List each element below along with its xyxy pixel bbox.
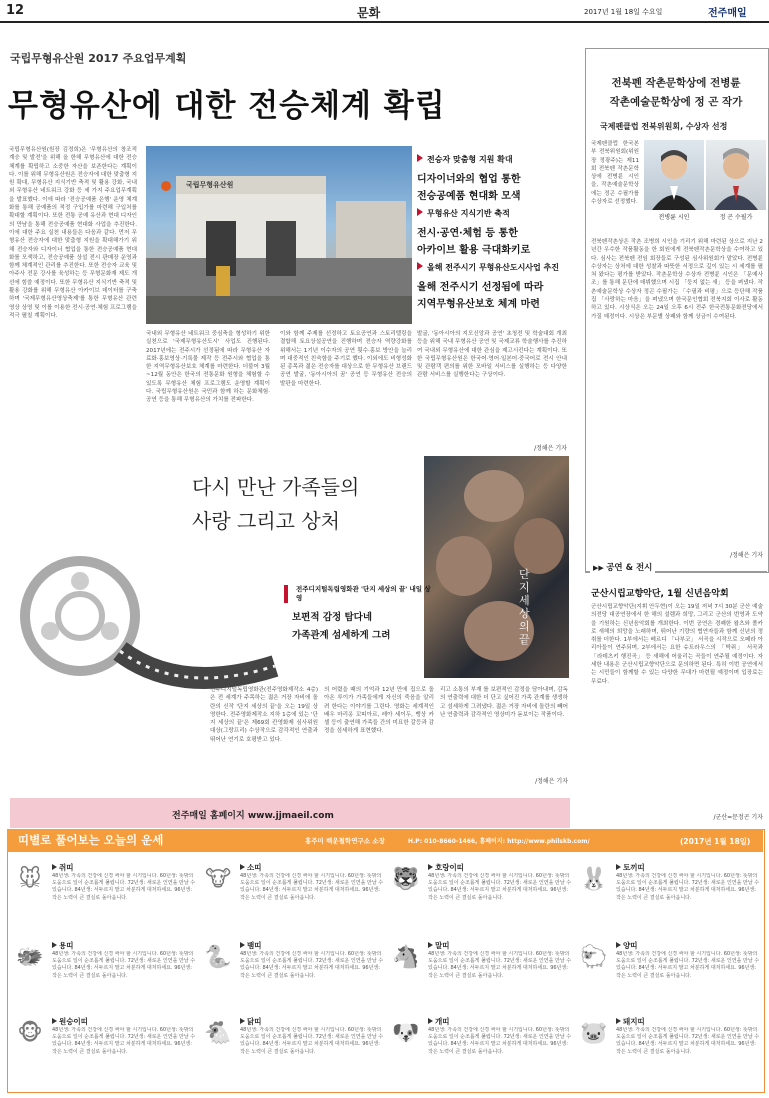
sheep-icon: 🐑 <box>580 945 608 970</box>
horse-icon: 🐴 <box>392 945 420 970</box>
fortune-cell <box>576 1016 762 1092</box>
award-headline-line2: 작촌예술문학상에 정 곤 작가 <box>609 96 743 108</box>
monkey-icon: 🐵 <box>17 1021 43 1046</box>
fortune-cell <box>12 862 198 938</box>
article-body-col2: 국내외 무형유산 네트워크 중심축을 형성하기 위한 실천으로 '국제무형유산도시' 사업도 진행된다. 2017년에는 전주시가 선정됨에 따라 무형유산 자료화·홍보영상·기록물 제작 등 전주시와 협업을 통한 지역무형유산보호 체계를 마련한다. 더불어 3월~12월 동안은 한국의 전통문화 원형을 체험할 수 있도록 무형유산 체험 프로그램도 운영할 계획이다. 국립무형유산원은 국민과 함께 하는 문화체험·공연 등을 통해 무형유산의 가치를 전파한다. <box>146 331 270 404</box>
film-body-col2: 의 어렸을 때의 기억과 12년 만에 집으로 돌아온 루이가 가족들에게 자신의 죽음을 알리려 한다는 이야기를 그린다. 영화는 세계적인 배우 마리옹 꼬띠아르, 레아 세이두, 뱅상 카셀 등이 출연해 가족들 간의 미묘한 갈등과 감정을 섬세하게 표현했다. <box>324 687 434 735</box>
section-title: 문화 <box>357 6 381 20</box>
zodiac-fortune-text: 48년생: 가족의 건강에 신경 써야 할 시기입니다. 60년생: 뜻밖의 도움으로 일이 순조롭게 풀립니다. 72년생: 새로운 인연을 만날 수 있습니다. 84년생: 서두르지 말고 차분하게 대처하세요. 96년생: 작은 노력이 큰 결실로 돌아옵니다. <box>52 1027 196 1055</box>
zodiac-fortune-text: 48년생: 가족의 건강에 신경 써야 할 시기입니다. 60년생: 뜻밖의 도움으로 일이 순조롭게 풀립니다. 72년생: 새로운 인연을 만날 수 있습니다. 84년생: 서두르지 말고 차분하게 대처하세요. 96년생: 작은 노력이 큰 결실로 돌아옵니다. <box>428 1027 572 1055</box>
ox-icon: 🐮 <box>204 867 232 892</box>
zodiac-name: 양띠 <box>616 940 638 951</box>
film-headline-line2: 사랑 그리고 상처 <box>192 509 340 533</box>
article-byline: /정해은 기자 <box>534 445 567 452</box>
subhead-2-line2: 아카이브 활용 극대화키로 <box>417 245 531 256</box>
fortune-cell <box>388 940 574 1016</box>
subhead-1-line2: 전승공예품 현대화 모색 <box>417 191 521 202</box>
events-byline: /군산=문정곤 기자 <box>713 814 763 821</box>
award-intro: 국제펜클럽 한국본부 전북위원회(위원장 정광주)는 제11회 전북펜 작촌문학상에 전병륜 시인을, 작촌예술문학상에는 정곤 수필가를 수상자로 선정했다. <box>591 141 639 206</box>
paper-name: 전주매일 <box>708 8 747 19</box>
zodiac-name: 말띠 <box>428 940 450 951</box>
fortune-cell <box>12 940 198 1016</box>
zodiac-name: 토끼띠 <box>616 862 645 873</box>
zodiac-fortune-text: 48년생: 가족의 건강에 신경 써야 할 시기입니다. 60년생: 뜻밖의 도움으로 일이 순조롭게 풀립니다. 72년생: 새로운 인연을 만날 수 있습니다. 84년생: 서두르지 말고 차분하게 대처하세요. 96년생: 작은 노력이 큰 결실로 돌아옵니다. <box>428 873 572 901</box>
dog-icon: 🐶 <box>392 1021 420 1046</box>
film-subhead-line2: 가족관계 섬세하게 그려 <box>292 630 391 641</box>
subhead-1-line1: 디자이너와의 협업 통한 <box>417 174 521 185</box>
issue-date: 2017년 1월 18일 수요일 <box>584 8 663 16</box>
film-body-col1: 전주디지털독립영화관(전주영화제작소 4층)은 전 세계가 주목하는 젊은 거장 자비에 돌란의 신작 '단지 세상의 끝'을 오는 19일 상영한다. 전주영화제작소 지하 1층에 있는 '단지 세상의 끝'은 제69회 칸영화제 심사위원대상(그랑프리) 수상작으로 감각적인 연출과 뛰어난 연기로 호평받고 있다. <box>210 687 318 743</box>
article-body-col1: 국립무형유산원(원장 김정희)은 '무형유산의 창조적 계승 및 발전'을 위해 올 한해 무형유산에 대한 전승체계를 확립하고 소중한 자산을 보존한다는 계획이다. 이를 위해 무형유산원은 전승자에 대한 맞춤형 지원 확대, 무형유산 지식기반 축적 및 활용 강화, 국내외 무형유산 네트워크 강화 등 세 가지 주요업무계획을 발표했다. 이에 따라 '전승공예품 은행' 운영 체계화를 통해 공예품의 적정 구입가를 마련해 구입처를 확대할 계획이다. 또한 전통 공예 유산과 현대 디자인의 만남을 통해 전승공예품 현대화 사업을 추진한다. 이에 대한 주요 실천 내용들은 다음과 같다. 먼저 무형유산 전승자에 대한 맞춤형 지원을 확대해가기 위해 전승자와 디자이너 협업을 통한 전승공예품 현대화를 모색하고, 전승공예품 상설 전시 판매장 운영과 함께 체계적인 관리를 추진한다. 또한 전승자 교육 및 아주사 전문 강사를 육성하는 등 무형문화재 제도 개선에 힘쓸 예정이다. 또한 무형유산 지식기반 축적 및 활용 강화를 위해 무형유산 아카이브 데이터를 구축하며 '국제무형유산영상축제'를 통한 무형유산 관련 영상 상영 및 이를 이용한 전시·공연·체험 프로그램을 적극 펼칠 계획이다. <box>9 147 137 319</box>
film-subhead-title: 전주디지털독립영화관 '단지 세상의 끝' 내일 상영 <box>284 585 434 603</box>
events-body: 군산시립교향악단(지휘 안두현)이 오는 19일 저녁 7시 30분 군산 예술의전당 대공연장에서 한 해의 설렘과 희망, 그리고 군산의 번영과 도약을 기원하는 신년음악회를 개최한다. 이번 공연은 경쾌한 왈츠와 폴카로 새해의 희망을 노래하며, 뛰어난 기량의 협연자들과 함께 신년의 정취를 더한다. 1부에서는 베르디 「나부코」 서곡을 시작으로 오페라 아리아들이 연주되며, 2부에서는 요한 슈트라우스의 「박쥐」 서곡과 「라데츠키 행진곡」 등 새해에 어울리는 곡들이 연주될 예정이다. 자세한 내용은 군산시립교향악단으로 문의하면 된다. 특히 이번 공연에서는 시민들이 함께할 수 있는 다양한 무대가 마련될 예정이며 입장료는 무료다. <box>591 604 763 685</box>
subhead-3-line1: 올해 전주시기 선정됨에 따라 <box>417 282 544 293</box>
subhead-1 <box>417 154 567 205</box>
dragon-icon: 🐲 <box>16 945 44 970</box>
article-kicker: 국립무형유산원 2017 주요업무계획 <box>10 52 187 65</box>
film-body-col3: 리고 소통의 부재 를 보편적인 감정을 담아내며, 감독의 연출력에 대한 더 단고 싶어진 가족 관계를 생생하고 섬세하게 그려냈다. 젊은 거장 자비에 돌란의 빼어난 연출력과 감각적인 영상미가 돋보이는 작품이다. <box>440 687 568 718</box>
caption-jeong: 정 곤 수필가 <box>719 214 753 221</box>
zodiac-fortune-text: 48년생: 가족의 건강에 신경 써야 할 시기입니다. 60년생: 뜻밖의 도움으로 일이 순조롭게 풀립니다. 72년생: 새로운 인연을 만날 수 있습니다. 84년생: 서두르지 말고 차분하게 대처하세요. 96년생: 작은 노력이 큰 결실로 돌아옵니다. <box>616 873 760 901</box>
zodiac-fortune-text: 48년생: 가족의 건강에 신경 써야 할 시기입니다. 60년생: 뜻밖의 도움으로 일이 순조롭게 풀립니다. 72년생: 새로운 인연을 만날 수 있습니다. 84년생: 서두르지 말고 차분하게 대처하세요. 96년생: 작은 노력이 큰 결실로 돌아옵니다. <box>616 1027 760 1055</box>
zodiac-name: 소띠 <box>240 862 262 873</box>
zodiac-name: 호랑이띠 <box>428 862 464 873</box>
fortune-cell <box>388 862 574 938</box>
film-headline <box>192 470 359 538</box>
fortune-cell <box>200 862 386 938</box>
award-headline <box>588 74 764 112</box>
film-reel-graphic <box>10 546 280 696</box>
mouse-icon: 🐭 <box>18 867 42 892</box>
subhead-3-line2: 지역무형유산보호 체계 마련 <box>417 299 540 310</box>
zodiac-fortune-text: 48년생: 가족의 건강에 신경 써야 할 시기입니다. 60년생: 뜻밖의 도움으로 일이 순조롭게 풀립니다. 72년생: 새로운 인연을 만날 수 있습니다. 84년생: 서두르지 말고 차분하게 대처하세요. 96년생: 작은 노력이 큰 결실로 돌아옵니다. <box>240 1027 384 1055</box>
article-body-col3: 이와 함께 주제를 선정하고 토요공연과 스토리텔링을 결합해 토요상설공연을 진행하며 전승자 역량강화를 위해서는 1기년 이수자의 공연 횟수·홍보 방안을 늘리며 대중적인 친숙함을 주기로 했다. 이외에도 비형성화된 종목과 젊은 전승자를 대상으로 한 무형유산 브랜드 공연 발굴, '동아시아의 꿈' 공연 등 무형유산 전승의 발판을 마련한다. <box>280 331 412 387</box>
subhead-2 <box>417 208 567 259</box>
zodiac-fortune-text: 48년생: 가족의 건강에 신경 써야 할 시기입니다. 60년생: 뜻밖의 도움으로 일이 순조롭게 풀립니다. 72년생: 새로운 인연을 만날 수 있습니다. 84년생: 서두르지 말고 차분하게 대처하세요. 96년생: 작은 노력이 큰 결실로 돌아옵니다. <box>616 951 760 979</box>
fortune-cell <box>576 862 762 938</box>
homepage-ad-text[interactable]: 전주매일 홈페이지 www.jjmaeil.com <box>172 811 334 821</box>
museum-photo <box>146 146 412 324</box>
fortune-cell <box>576 940 762 1016</box>
subhead-2-line1: 전시·공연·체험 등 통한 <box>417 228 518 239</box>
film-poster <box>424 456 569 678</box>
article-body-col4: 발굴, '동아시아의 지모신앙과 공연' 초청전 및 학술대회 개최 등을 위해 국내 무형유산 공연 및 국제교류 학술행사를 추진하여 국내외 무형유산에 대한 관심을 제고시킨다는 계획이다. 또한 국립무형유산원은 한국어·영어·일본어·중국어로 전시 안내 및 관람객 편의를 위한 모바일 서비스를 실행하는 등 다양한 관람 서비스를 실행한다는 구상이다. <box>417 331 567 379</box>
museum-sign: 국립무형유산원 <box>186 181 234 189</box>
zodiac-fortune-text: 48년생: 가족의 건강에 신경 써야 할 시기입니다. 60년생: 뜻밖의 도움으로 일이 순조롭게 풀립니다. 72년생: 새로운 인연을 만날 수 있습니다. 84년생: 서두르지 말고 차분하게 대처하세요. 96년생: 작은 노력이 큰 결실로 돌아옵니다. <box>240 873 384 901</box>
fortune-cell <box>388 1016 574 1092</box>
zodiac-fortune-text: 48년생: 가족의 건강에 신경 써야 할 시기입니다. 60년생: 뜻밖의 도움으로 일이 순조롭게 풀립니다. 72년생: 새로운 인연을 만날 수 있습니다. 84년생: 서두르지 말고 차분하게 대처하세요. 96년생: 작은 노력이 큰 결실로 돌아옵니다. <box>52 951 196 979</box>
portrait-jeong <box>706 140 766 210</box>
subhead-1-title: 전승자 맞춤형 지원 확대 <box>417 154 567 165</box>
fortune-contact[interactable]: H.P: 010-8660-1466, 홈페이지: http://www.philskb.com/ <box>408 838 590 845</box>
caption-jeon: 전병륜 시인 <box>658 214 690 221</box>
fortune-provider: 홍주미 백운철학연구소 소장 <box>305 837 385 845</box>
fortune-cell <box>200 940 386 1016</box>
page-number: 12 <box>6 3 25 18</box>
zodiac-name: 닭띠 <box>240 1016 262 1027</box>
fortune-cell <box>12 1016 198 1092</box>
film-headline-line1: 다시 만난 가족들의 <box>192 475 360 499</box>
pig-icon: 🐷 <box>580 1021 608 1046</box>
film-subhead <box>284 585 434 645</box>
subhead-3-title: 올해 전주시기 무형유산도시사업 추진 <box>417 262 567 273</box>
award-headline-line1: 전북펜 작촌문학상에 전병륜 <box>611 77 741 89</box>
zodiac-name: 돼지띠 <box>616 1016 645 1027</box>
fortune-cell <box>200 1016 386 1092</box>
fortune-date: (2017년 1월 18일) <box>680 837 751 846</box>
zodiac-name: 쥐띠 <box>52 862 74 873</box>
poster-title: 단지 세상의 끝 <box>519 568 530 646</box>
events-title: 군산시립교향악단, 1월 신년음악회 <box>591 589 729 599</box>
museum-illustration <box>146 146 412 324</box>
subhead-2-title: 무형유산 지식기반 축적 <box>417 208 567 219</box>
rooster-icon: 🐔 <box>204 1021 232 1046</box>
zodiac-name: 원숭이띠 <box>52 1016 88 1027</box>
events-section-label: ▶▶ 공연 & 전시 <box>590 561 655 573</box>
rabbit-icon: 🐰 <box>580 867 608 892</box>
zodiac-fortune-text: 48년생: 가족의 건강에 신경 써야 할 시기입니다. 60년생: 뜻밖의 도움으로 일이 순조롭게 풀립니다. 72년생: 새로운 인연을 만날 수 있습니다. 84년생: 서두르지 말고 차분하게 대처하세요. 96년생: 작은 노력이 큰 결실로 돌아옵니다. <box>52 873 196 901</box>
header-rule <box>0 21 769 23</box>
snake-icon: 🐍 <box>204 945 232 970</box>
zodiac-fortune-text: 48년생: 가족의 건강에 신경 써야 할 시기입니다. 60년생: 뜻밖의 도움으로 일이 순조롭게 풀립니다. 72년생: 새로운 인연을 만날 수 있습니다. 84년생: 서두르지 말고 차분하게 대처하세요. 96년생: 작은 노력이 큰 결실로 돌아옵니다. <box>240 951 384 979</box>
film-subhead-line1: 보편적 감정 탐다네 <box>292 612 373 623</box>
zodiac-name: 용띠 <box>52 940 74 951</box>
zodiac-name: 뱀띠 <box>240 940 262 951</box>
events-label-text: 공연 & 전시 <box>606 563 653 573</box>
award-body: 전북펜작촌상은 작촌 조병희 시인을 기리기 위해 마련된 상으로 지난 2년간 우수한 작품활동을 한 회원에게 전북펜작촌문학상을 수여하고 있다. 심사는 전북펜 전임 회장들로 구성된 심사위원회가 맡았다. 전병륜 수상자는 상처에 대한 성찰과 따뜻한 서정으로 깊이 있는 시 세계를 펼쳐 왔다는 평가를 받았다. 작촌문학상 수상자 전병륜 시인은 「문예사조」를 통해 문단에 데뷔했으며 시집 「둥지 없는 새」 등을 펴냈다. 작촌예술문학상 수상자 정곤 수필가는 「수필과 비평」으로 등단해 작품집 「사랑하는 마음」을 펴냈으며 한국문인협회 전북지회 이사로 활동하고 있다. 시상식은 오는 24일 오후 6시 전주 한국전통문화전당에서 가질 예정이다. 시상은 부문별 상패와 함께 상금이 수여된다. <box>591 239 763 320</box>
award-byline: /정해은 기자 <box>730 552 763 559</box>
portrait-jeon <box>644 140 704 210</box>
film-byline: /정해은 기자 <box>535 778 568 785</box>
fortune-title: 띠별로 풀어보는 오늘의 운세 <box>18 833 164 847</box>
tiger-icon: 🐯 <box>392 867 420 892</box>
subhead-3 <box>417 262 567 313</box>
award-source: 국제펜클럽 전북위원회, 수상자 선정 <box>600 122 728 131</box>
zodiac-fortune-text: 48년생: 가족의 건강에 신경 써야 할 시기입니다. 60년생: 뜻밖의 도움으로 일이 순조롭게 풀립니다. 72년생: 새로운 인연을 만날 수 있습니다. 84년생: 서두르지 말고 차분하게 대처하세요. 96년생: 작은 노력이 큰 결실로 돌아옵니다. <box>428 951 572 979</box>
zodiac-name: 개띠 <box>428 1016 450 1027</box>
article-headline: 무형유산에 대한 전승체계 확립 <box>8 88 446 124</box>
